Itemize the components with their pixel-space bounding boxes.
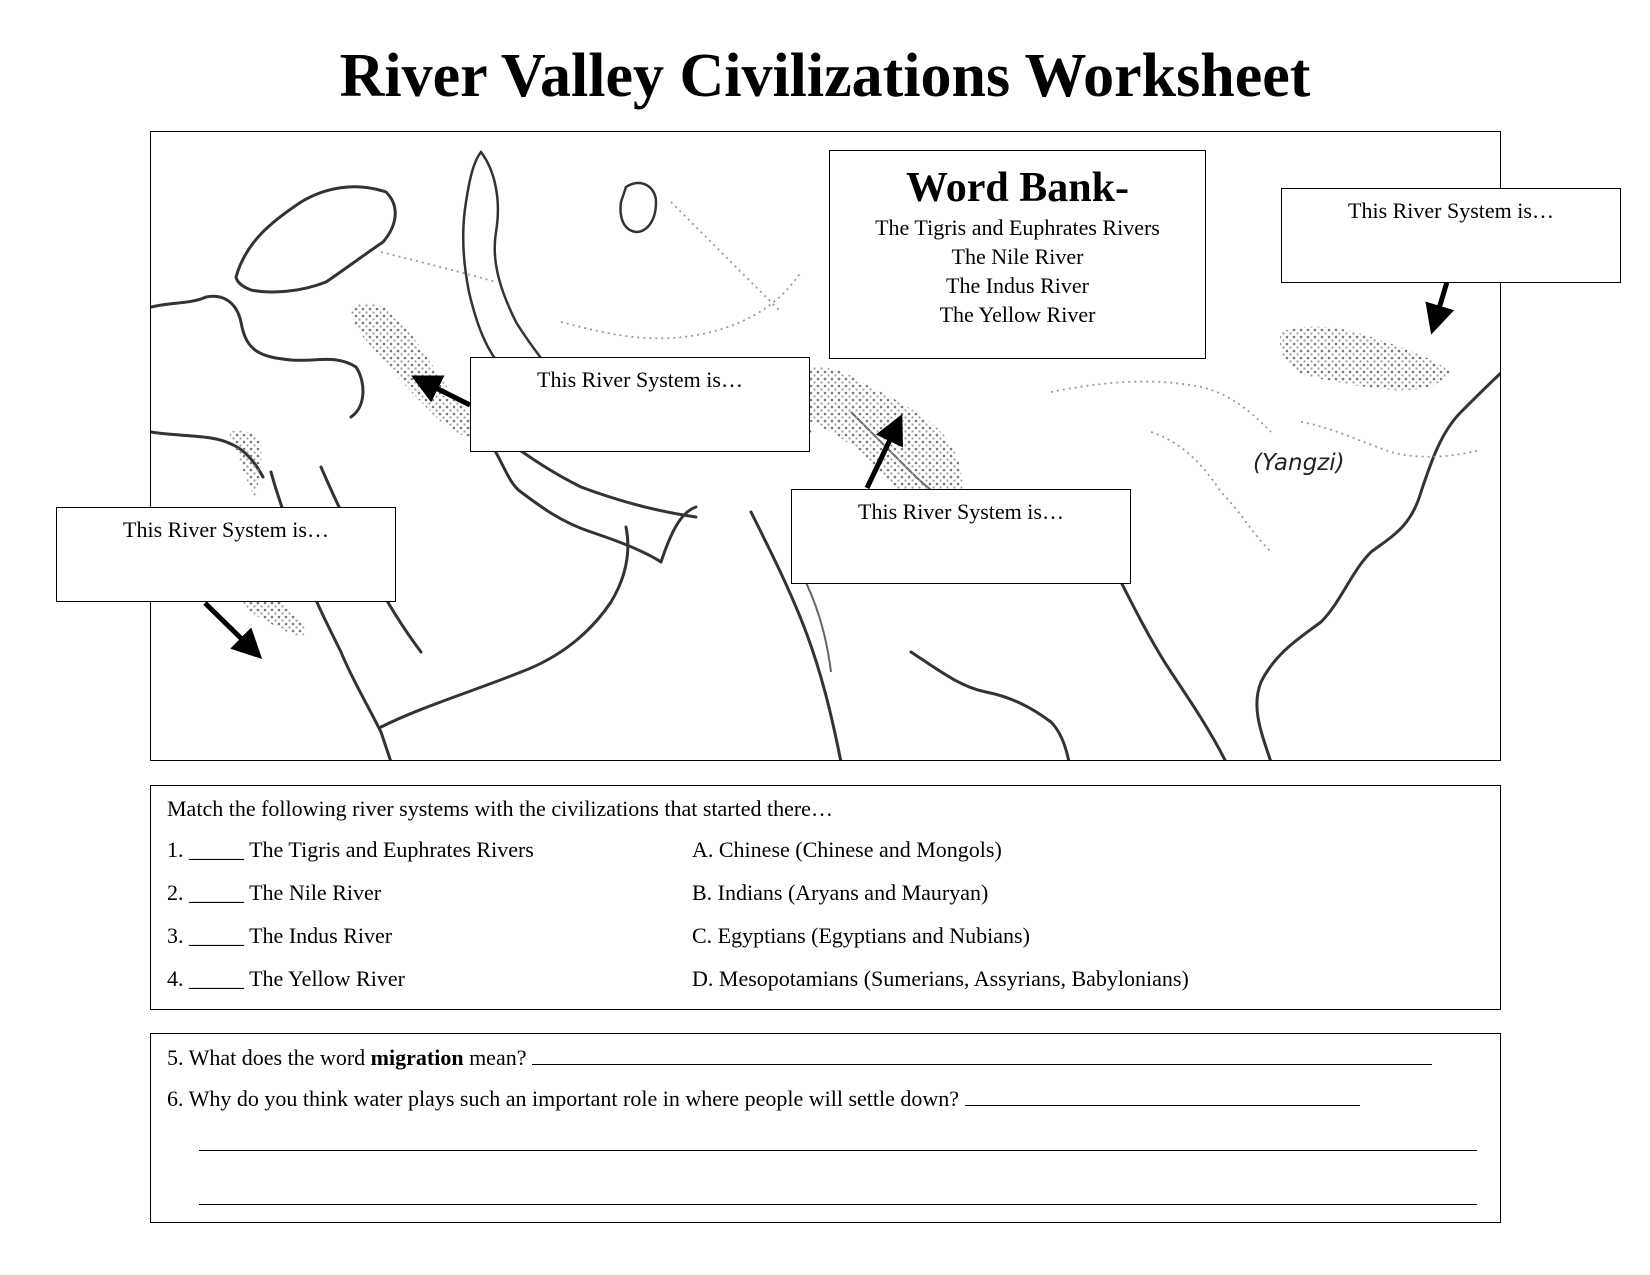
item-number: 2. [167, 880, 184, 905]
answer-blank[interactable]: _____ [189, 966, 244, 991]
southeast-asia-coast [1111, 562, 1226, 761]
matching-item [167, 965, 405, 993]
mediterranean-north-coast [151, 296, 363, 417]
yangzi-label: (Yangzi) [1253, 450, 1345, 476]
label-box-nile[interactable]: This River System is… [56, 507, 396, 602]
label-box-indus[interactable]: This River System is… [791, 489, 1131, 584]
dotted-border [561, 272, 801, 338]
word-bank-box [829, 150, 1206, 359]
dotted-border [1051, 382, 1271, 432]
matching-item [167, 922, 392, 950]
answer-line-6c[interactable] [199, 1204, 1477, 1205]
matching-instructions: Match the following river systems with the civilizations that started there… [167, 796, 833, 821]
question-5 [167, 1044, 1432, 1072]
matching-option: B. Indians (Aryans and Mauryan) [692, 880, 989, 905]
arabia-coast [381, 527, 628, 727]
nile-valley-north [229, 431, 262, 498]
question-5-keyword: migration [370, 1045, 464, 1070]
mesopotamia-valley [351, 303, 486, 438]
matching-item [167, 836, 534, 864]
black-sea-coast [236, 187, 395, 292]
question-6 [167, 1085, 1360, 1113]
word-bank-item: The Nile River [951, 244, 1084, 269]
question-5-prefix: 5. What does the word [167, 1045, 371, 1070]
question-5-suffix: mean? [463, 1045, 527, 1070]
short-answer-section [150, 1033, 1501, 1223]
item-number: 4. [167, 966, 184, 991]
answer-line-6b[interactable] [199, 1150, 1477, 1151]
dotted-border [671, 202, 781, 312]
question-6-text: 6. Why do you think water plays such an important role in where people will settle down? [167, 1086, 960, 1111]
label-box-mesopotamia[interactable]: This River System is… [470, 357, 810, 452]
river-name: The Yellow River [249, 966, 405, 991]
river-name: The Nile River [249, 880, 382, 905]
word-bank-heading: Word Bank- [906, 165, 1129, 211]
east-asia-coast [1257, 372, 1501, 761]
word-bank-item: The Indus River [946, 273, 1089, 298]
answer-blank[interactable]: _____ [189, 880, 244, 905]
matching-option: C. Egyptians (Egyptians and Nubians) [692, 923, 1030, 948]
answer-line-6[interactable] [965, 1085, 1360, 1106]
label-box-yellow-river[interactable]: This River System is… [1281, 188, 1621, 283]
caspian-sea-coast [463, 152, 556, 387]
answer-blank[interactable]: _____ [189, 923, 244, 948]
matching-option: D. Mesopotamians (Sumerians, Assyrians, Babylonians) [692, 966, 1189, 991]
dotted-border [381, 252, 496, 282]
worksheet-title: River Valley Civilizations Worksheet [339, 42, 1311, 110]
word-bank-item: The Tigris and Euphrates Rivers [875, 215, 1160, 240]
answer-blank[interactable]: _____ [189, 837, 244, 862]
word-bank-item: The Yellow River [939, 302, 1096, 327]
matching-item [167, 879, 381, 907]
answer-line-5[interactable] [532, 1044, 1432, 1065]
river-name: The Indus River [249, 923, 393, 948]
matching-option: A. Chinese (Chinese and Mongols) [692, 837, 1002, 862]
matching-section [150, 785, 1501, 1010]
river-name: The Tigris and Euphrates Rivers [249, 837, 534, 862]
india-east-coast [911, 652, 1069, 761]
yellow-river-valley [1280, 327, 1451, 391]
aral-sea-coast [621, 183, 656, 232]
item-number: 1. [167, 837, 184, 862]
item-number: 3. [167, 923, 184, 948]
